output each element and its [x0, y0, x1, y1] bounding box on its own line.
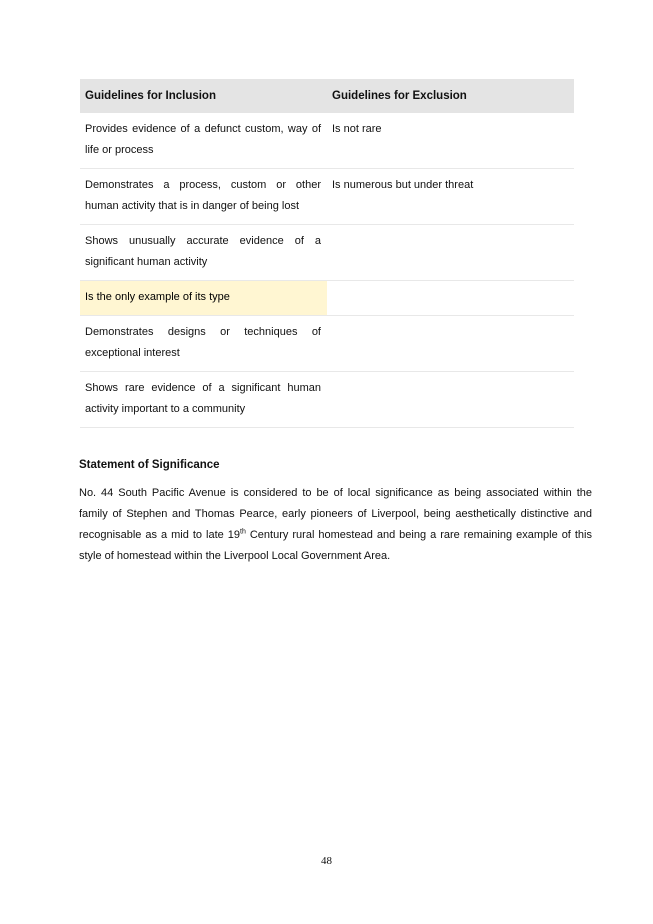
statement-text-continued: Century rural homestead and being a rare remaining example of this style of homestead within the Liverpool Local Government Area. [79, 529, 592, 562]
table-row [80, 316, 574, 372]
exclusion-cell [327, 316, 574, 372]
ordinal-suffix: th [240, 528, 246, 536]
table-row [80, 281, 574, 316]
exclusion-cell [327, 225, 574, 281]
statement-heading: Statement of Significance [79, 459, 220, 471]
table-row [80, 113, 574, 169]
exclusion-cell: Is numerous but under threat [327, 169, 574, 225]
inclusion-column-header: Guidelines for Inclusion [80, 79, 327, 113]
significance-criteria-table [80, 79, 574, 428]
highlighted-inclusion-cell: Is the only example of its type [80, 281, 327, 316]
inclusion-cell: Shows rare evidence of a significant human activity important to a community [80, 372, 327, 428]
inclusion-cell: Provides evidence of a defunct custom, way of life or process [80, 113, 327, 169]
table-header-row [80, 79, 574, 113]
table-row [80, 169, 574, 225]
statement-body [79, 483, 592, 567]
table-row [80, 225, 574, 281]
inclusion-cell: Demonstrates designs or techniques of exceptional interest [80, 316, 327, 372]
page-number: 48 [321, 855, 332, 867]
statement-text: No. 44 South Pacific Avenue is considered to be of local significance as being associated within the family of Stephen and Thomas Pearce, early pioneers of Liverpool, being aesthetically distinctive and recognisable as a mid to late 19 [79, 487, 592, 541]
table-row [80, 372, 574, 428]
inclusion-cell: Demonstrates a process, custom or other human activity that is in danger of being lost [80, 169, 327, 225]
exclusion-column-header: Guidelines for Exclusion [327, 79, 574, 113]
exclusion-cell: Is not rare [327, 113, 574, 169]
exclusion-cell [327, 372, 574, 428]
inclusion-cell: Shows unusually accurate evidence of a significant human activity [80, 225, 327, 281]
exclusion-cell [327, 281, 574, 316]
